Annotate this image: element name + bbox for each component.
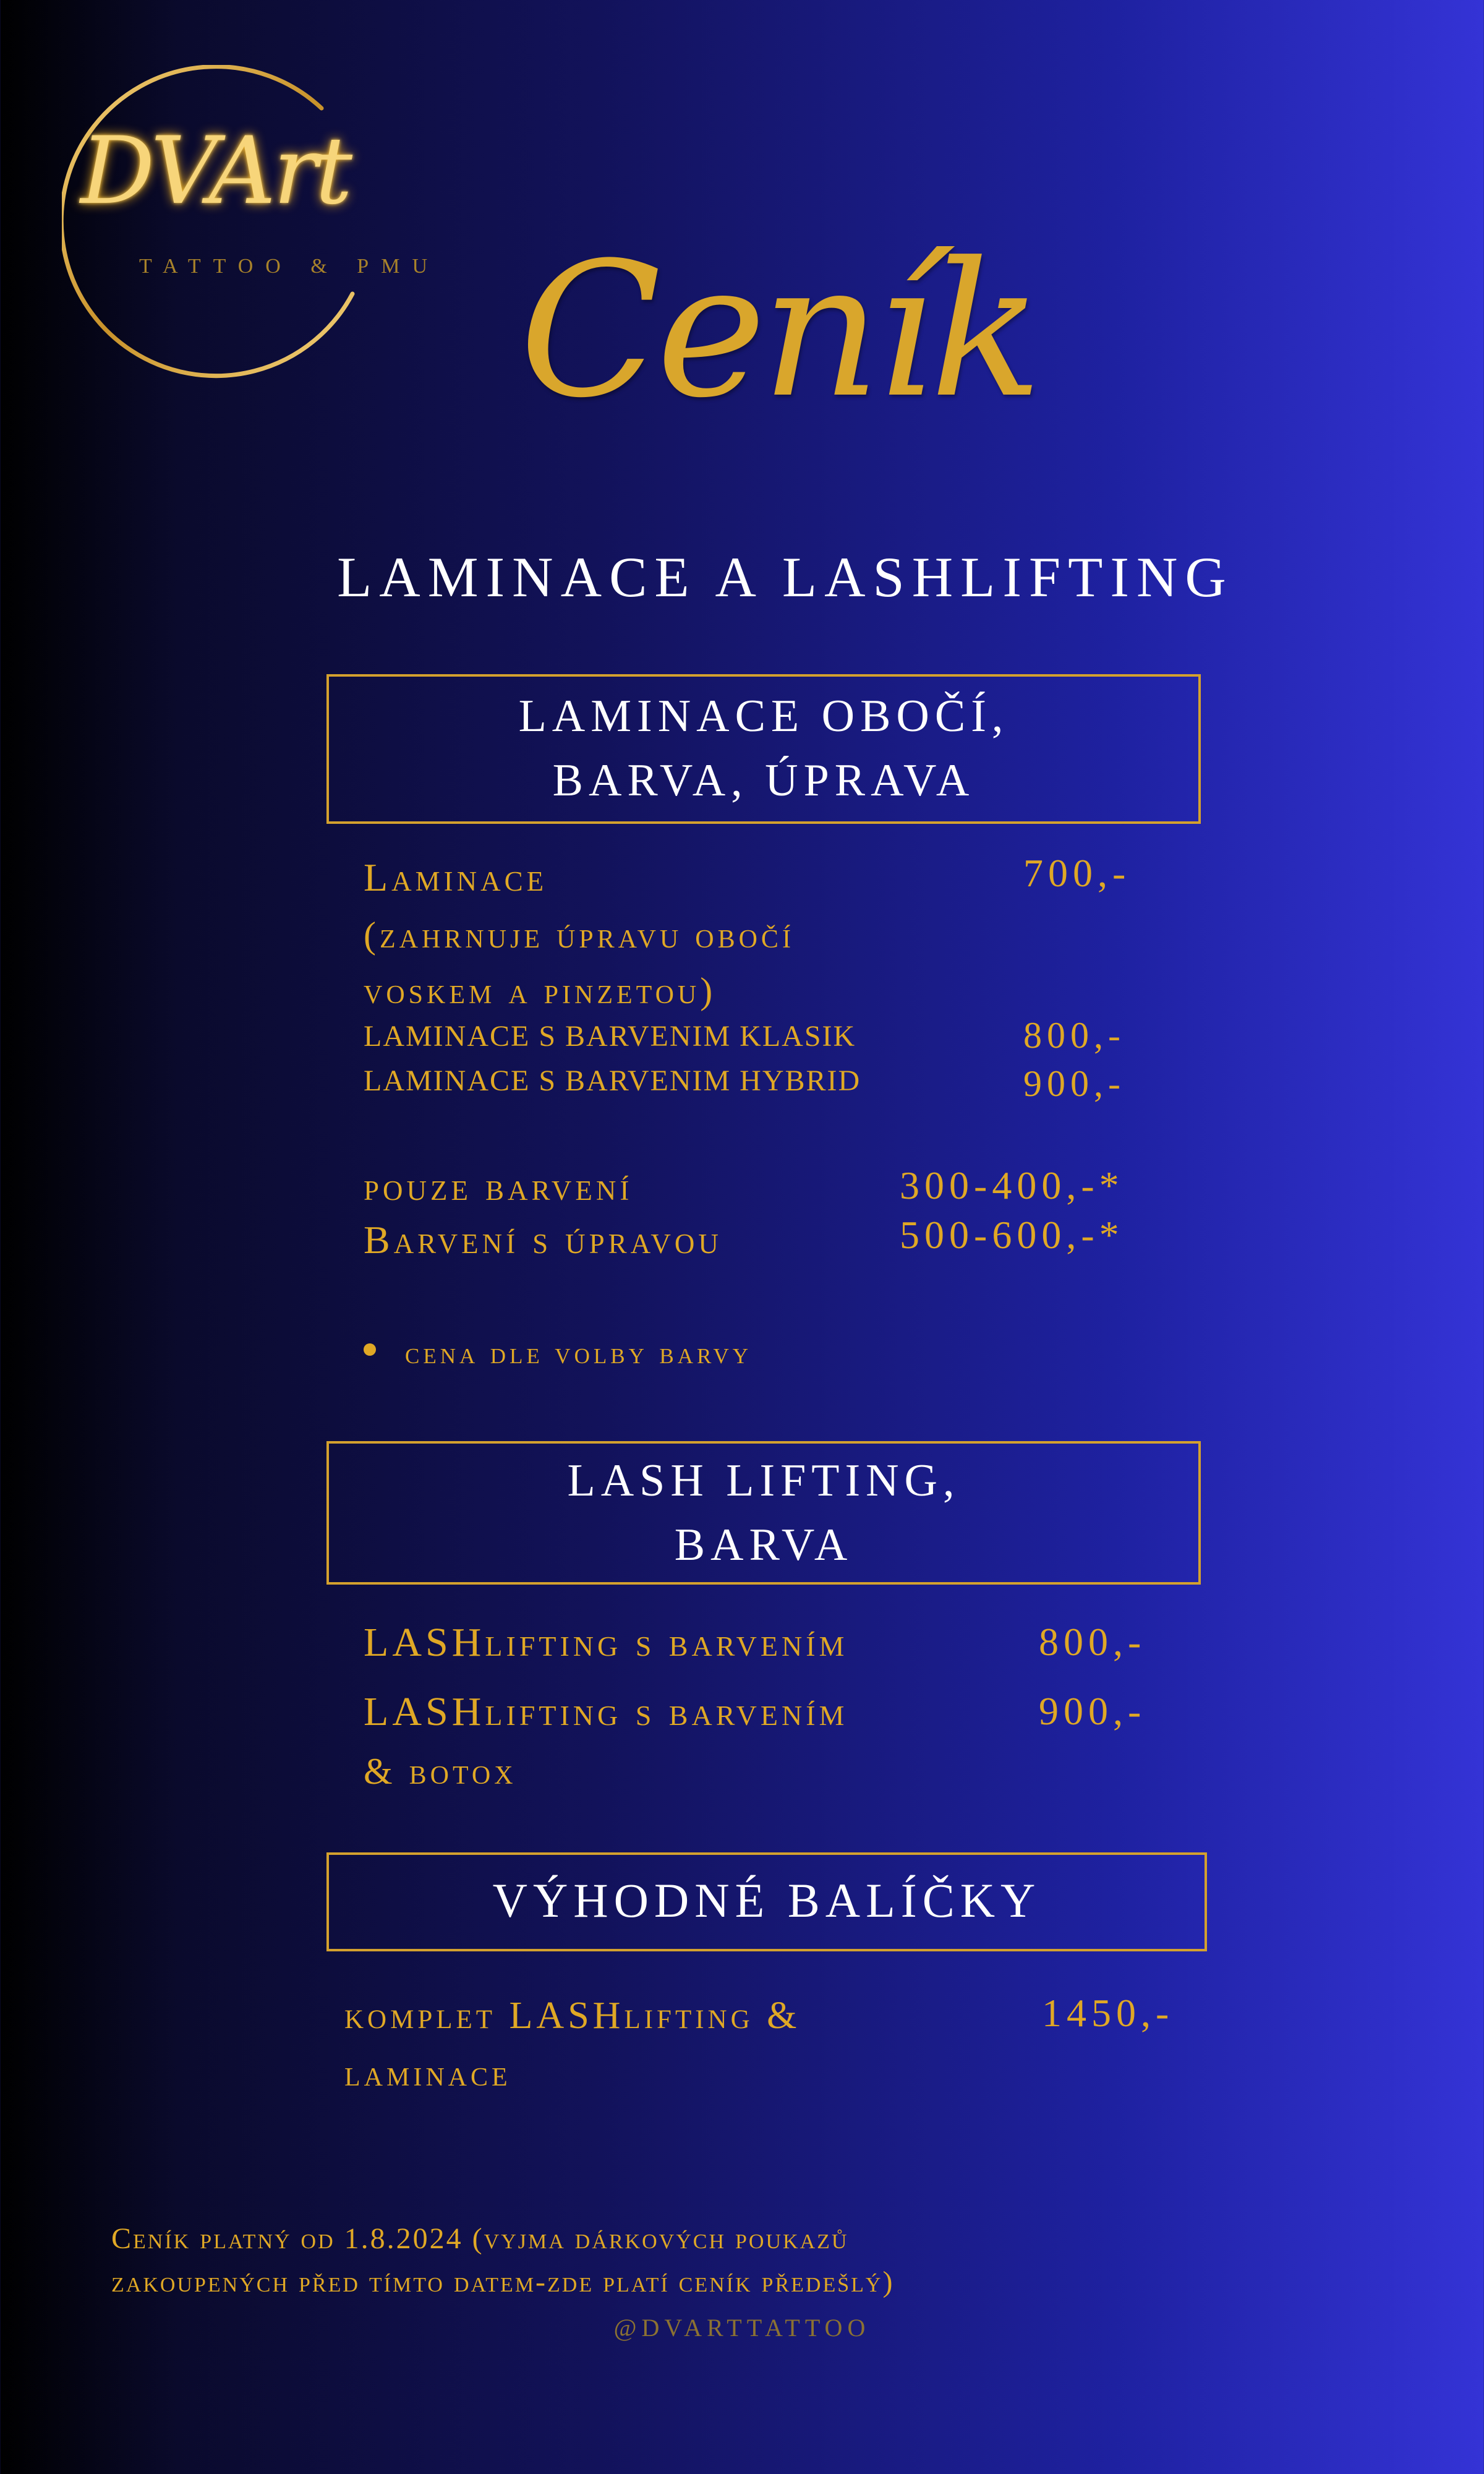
price-note: cena dle volby barvy bbox=[405, 1335, 753, 1370]
bullet-icon bbox=[364, 1343, 376, 1356]
price-item-label: Laminace bbox=[364, 855, 548, 899]
price-value: 800,- bbox=[1039, 1620, 1146, 1664]
instagram-handle: @DVARTTATTOO bbox=[613, 2314, 871, 2342]
price-value: 900,- bbox=[1023, 1063, 1125, 1104]
section-laminace-header bbox=[326, 674, 1201, 824]
section-title-line: LASH LIFTING, bbox=[567, 1455, 960, 1506]
price-item-description: voskem a pinzetou) bbox=[364, 970, 717, 1011]
section-lashlifting-header bbox=[326, 1441, 1201, 1585]
footer-validity-line: Ceník platný od 1.8.2024 (vyjma dárkových poukazů bbox=[111, 2222, 849, 2255]
price-item-label: LAMINACE S BARVENIM HYBRID bbox=[364, 1064, 861, 1097]
price-item-label: LASHlifting s barvením bbox=[364, 1620, 848, 1665]
price-item-label: pouze barvení bbox=[364, 1165, 633, 1209]
price-item-description: & botox bbox=[364, 1751, 517, 1792]
price-item-label: LASHlifting s barvením bbox=[364, 1689, 848, 1734]
logo-text: DVArt bbox=[80, 118, 351, 225]
logo-ring-icon bbox=[62, 65, 383, 387]
price-item-label: komplet LASHlifting & bbox=[344, 1995, 801, 2037]
price-value: 800,- bbox=[1023, 1015, 1125, 1056]
price-value: 1450,- bbox=[1042, 1991, 1174, 2035]
price-value: 900,- bbox=[1039, 1689, 1146, 1733]
price-value: 300-400,-* bbox=[900, 1163, 1124, 1207]
price-item-label: LAMINACE S BARVENIM KLASIK bbox=[364, 1020, 856, 1053]
footer-validity-line: zakoupených před tímto datem-zde platí ceník předešlý) bbox=[111, 2266, 895, 2298]
price-item-label: Barvení s úpravou bbox=[364, 1218, 722, 1262]
section-title-line: VÝHODNÉ BALÍČKY bbox=[492, 1873, 1041, 1927]
price-item-description: (zahrnuje úpravu obočí bbox=[364, 915, 795, 956]
section-title-line: LAMINACE OBOČÍ, bbox=[518, 691, 1009, 742]
price-value: 700,- bbox=[1023, 851, 1131, 895]
main-heading: LAMINACE A LASHLIFTING bbox=[337, 546, 1234, 609]
section-title-line: BARVA bbox=[674, 1520, 853, 1570]
section-packages-header bbox=[326, 1852, 1207, 1951]
logo-subtitle: TATTOO & PMU bbox=[139, 255, 440, 278]
section-title-line: BARVA, ÚPRAVA bbox=[552, 755, 975, 806]
price-item-description: laminace bbox=[344, 2053, 511, 2094]
page-title: Ceník bbox=[519, 223, 1038, 439]
price-value: 500-600,-* bbox=[900, 1213, 1124, 1257]
